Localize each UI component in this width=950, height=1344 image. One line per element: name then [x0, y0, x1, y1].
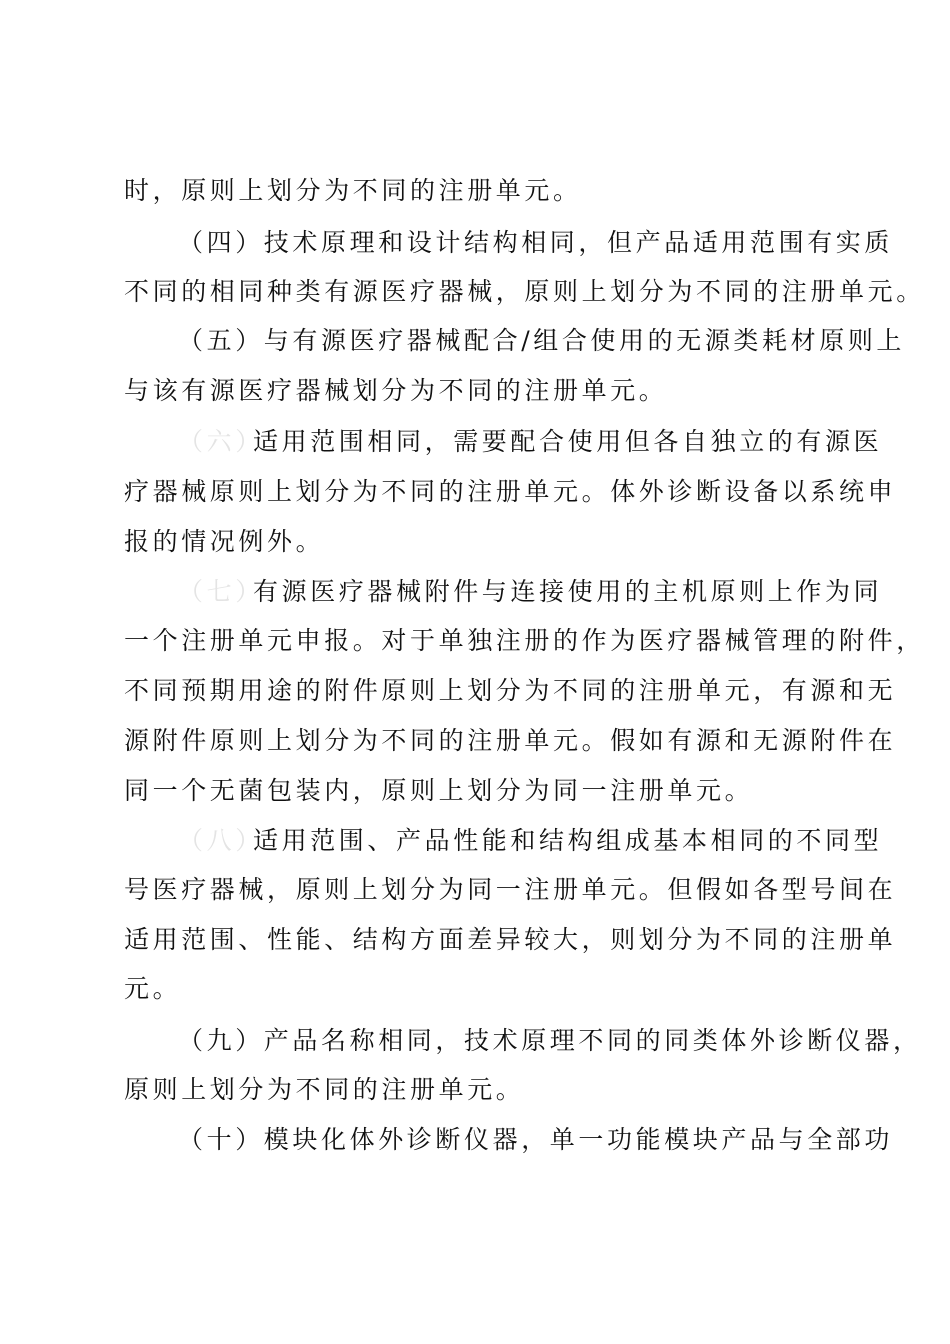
section-nine-heading-line: （九）产品名称相同，技术原理不同的同类体外诊断仪器， — [178, 1026, 922, 1055]
section-ten-heading-line: （十）模块化体外诊断仪器，单一功能模块产品与全部功 — [178, 1125, 894, 1154]
text-line: 原则上划分为不同的注册单元。 — [124, 1075, 525, 1104]
text-line: 时，原则上划分为不同的注册单元。 — [124, 176, 582, 205]
text-line: 同一个无菌包装内，原则上划分为同一注册单元。 — [124, 776, 754, 805]
text-line: 疗器械原则上划分为不同的注册单元。体外诊断设备以系统申 — [124, 477, 897, 506]
section-six-marker: （六） — [178, 427, 264, 456]
text-line: 一个注册单元申报。对于单独注册的作为医疗器械管理的附件， — [124, 626, 925, 655]
text-line: 不同预期用途的附件原则上划分为不同的注册单元，有源和无 — [124, 676, 897, 705]
text-line: 适用范围、性能、结构方面差异较大，则划分为不同的注册单 — [124, 925, 897, 954]
section-five-heading-line: （五）与有源医疗器械配合/组合使用的无源类耗材原则上 — [178, 326, 906, 355]
text-line: 不同的相同种类有源医疗器械，原则上划分为不同的注册单元。 — [124, 277, 925, 306]
section-seven-marker: （七） — [178, 577, 264, 606]
text-line: 元。 — [124, 974, 182, 1003]
section-eight-heading-line: 适用范围、产品性能和结构组成基本相同的不同型 — [253, 826, 883, 855]
section-eight-marker: （八） — [178, 826, 264, 855]
section-six-heading-line: 适用范围相同，需要配合使用但各自独立的有源医 — [253, 427, 883, 456]
text-line: 号医疗器械，原则上划分为同一注册单元。但假如各型号间在 — [124, 875, 897, 904]
section-seven-heading-line: 有源医疗器械附件与连接使用的主机原则上作为同 — [253, 577, 883, 606]
text-line: 与该有源医疗器械划分为不同的注册单元。 — [124, 376, 668, 405]
text-line: 报的情况例外。 — [124, 527, 325, 556]
section-four-heading-line: （四）技术原理和设计结构相同，但产品适用范围有实质 — [178, 228, 894, 257]
text-line: 源附件原则上划分为不同的注册单元。假如有源和无源附件在 — [124, 726, 897, 755]
